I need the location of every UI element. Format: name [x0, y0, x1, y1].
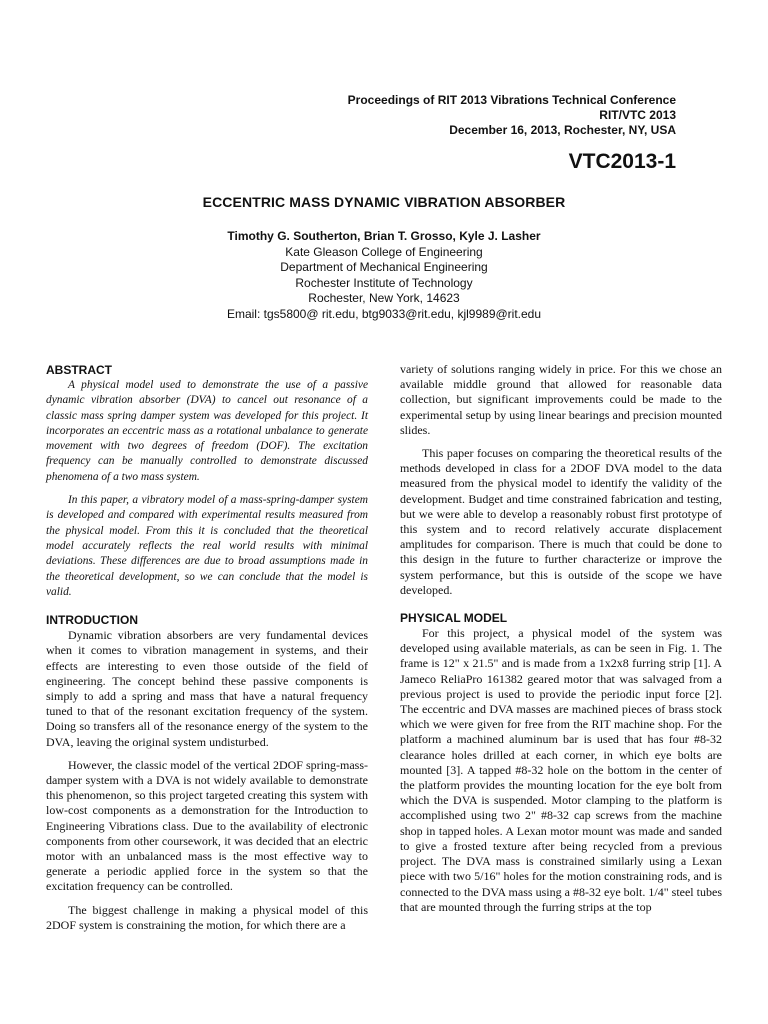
physical-model-section [400, 610, 722, 915]
introduction-section [46, 612, 368, 933]
paper-id: VTC2013-1 [568, 150, 676, 173]
author-block [0, 229, 768, 322]
abstract-section [46, 362, 368, 600]
conference-date-location: December 16, 2013, Rochester, NY, USA [449, 123, 676, 137]
affiliation-department: Department of Mechanical Engineering [280, 260, 488, 274]
introduction-heading: INTRODUCTION [46, 613, 138, 628]
abstract-heading: ABSTRACT [46, 363, 112, 377]
left-column [46, 362, 368, 933]
introduction-paragraph: The biggest challenge in making a physical model of this 2DOF system is constraining the motion, for which there are a [46, 902, 368, 932]
abstract-paragraph: A physical model used to demonstrate the use of a passive dynamic vibration absorber (DVA) to cancel out resonance of a classic mass spring damper system was developed for this project. It incorporates an eccentric mass as a rotational unbalance to generate movement with two degrees of freedom (DOF). The excitation frequency can be manually controlled to demonstrate discussed phenomena of a two mass system. [46, 379, 368, 483]
abstract-paragraph: In this paper, a vibratory model of a mass-spring-damper system is developed and compared with experimental results measured from the physical model. From this it is concluded that the theoretical model accurately reflects the real world results with minimal deviations. These differences are due to broad assumptions made in the theoretical development, so we can conclude that the model is valid. [46, 494, 368, 598]
author-names: Timothy G. Southerton, Brian T. Grosso, Kyle J. Lasher [227, 229, 541, 243]
paper-title: ECCENTRIC MASS DYNAMIC VIBRATION ABSORBER [202, 194, 566, 210]
conference-name: Proceedings of RIT 2013 Vibrations Technical Conference [347, 93, 676, 107]
introduction-continued-paragraph: variety of solutions ranging widely in price. For this we chose an available middle ground that allowed for reasonable data collection, but significant improvements could be made to the experimental setup by using linear bearings and precision mounted slides. [400, 362, 722, 437]
author-emails: Email: tgs5800@ rit.edu, btg9033@rit.edu, kjl9989@rit.edu [226, 306, 542, 321]
physical-model-heading: PHYSICAL MODEL [400, 611, 508, 626]
proceedings-header [348, 93, 676, 138]
conference-abbrev: RIT/VTC 2013 [599, 108, 676, 122]
affiliation-college: Kate Gleason College of Engineering [285, 244, 483, 259]
introduction-paragraph: However, the classic model of the vertical 2DOF spring-mass-damper system with a DVA is not widely available to demonstrate this phenomenon, so this project targeted creating this system with low-cost components as a demonstration for the Introduction to Engineering Vibrations class. Due to the availability of electronic components from other coursework, it was decided that an electric motor with an unbalanced mass is the most effective way to generate a periodic applied force in the system so that the excitation frequency can be controlled. [46, 757, 368, 894]
introduction-paragraph: Dynamic vibration absorbers are very fundamental devices when it comes to vibration management in systems, and their effects are interesting to even those outside of the field of engineering. The concept behind these passive components is simply to add a spring and mass that have a natural frequency tuned to that of the resonant excitation frequency of the system. Doing so transfers all of the resonance energy of the system to the DVA, leaving the original system undisturbed. [46, 628, 368, 749]
introduction-paragraph: This paper focuses on comparing the theoretical results of the methods developed in class for a 2DOF DVA model to the data measured from the physical model to identify the validity of the development. Budget and time constrained fabrication and testing, but we were able to develop a reasonably robust first prototype of this system and to record relatively accurate displacement amplitudes for comparison. There is much that could be done to this design in the future to further characterize or improve the system performance, but this is outside of the scope we have developed. [400, 446, 722, 597]
physical-model-paragraph: For this project, a physical model of the system was developed using available materials, as can be seen in Fig. 1. The frame is 12" x 21.5" and is made from a 1x2x8 furring strip [1]. A Jameco ReliaPro 161382 geared motor that was salvaged from a previous project is used to provide the periodic input force [2]. The eccentric and DVA masses are machined pieces of brass stock which we were given for free from the RIT machine shop. For the platform a machined aluminum bar is used that has four #8-32 clearance holes drilled at each corner, in which eye bolts are mounted [3]. A tapped #8-32 hole on the bottom in the center of the platform provides the mounting location for the eye bolt from which the DVA is suspended. Motor clamping to the platform is accomplished using two 2" #8-32 cap screws from the machine shop in tapped holes. A Lexan motor mount was made and sanded to give a frosted texture after being recycled from a previous project. The DVA mass is constrained similarly using a Lexan piece with two 5/16" holes for the motion constraining rods, and is connected to the DVA mass using a #8-32 eye bolt. 1/4" steel tubes that are mounted through the furring strips at the top [400, 626, 722, 914]
affiliation-institute: Rochester Institute of Technology [295, 275, 473, 290]
affiliation-city: Rochester, New York, 14623 [308, 291, 460, 305]
right-column [400, 362, 722, 915]
